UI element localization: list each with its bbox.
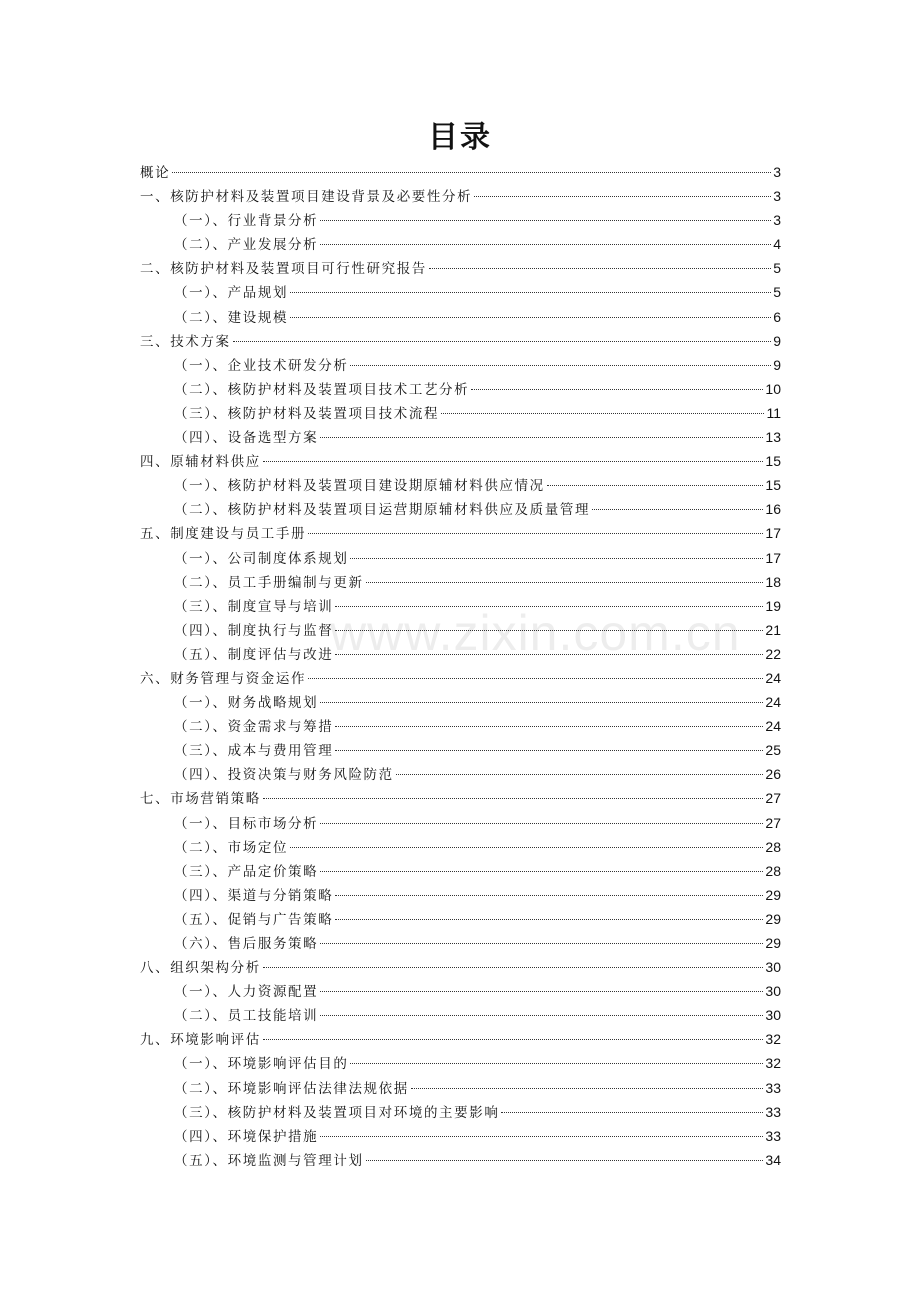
- toc-subsection-entry[interactable]: [140, 690, 781, 714]
- watermark: www.zixin.com.cn: [330, 605, 741, 661]
- toc-entry-label: （一）、行业背景分析: [174, 213, 319, 230]
- toc-subsection-entry[interactable]: [140, 1076, 781, 1100]
- toc-subsection-entry[interactable]: [140, 1003, 781, 1027]
- toc-subsection-entry[interactable]: [140, 353, 781, 377]
- toc-entry-label: （三）、产品定价策略: [174, 863, 319, 880]
- toc-subsection-entry[interactable]: [140, 762, 781, 786]
- dot-leader: [396, 774, 764, 775]
- toc-section-entry[interactable]: [140, 160, 781, 184]
- toc-entry-page-number: 34: [765, 1151, 781, 1168]
- dot-leader: [320, 871, 763, 872]
- toc-entry-label: （一）、公司制度体系规划: [174, 550, 349, 567]
- dot-leader: [547, 485, 764, 486]
- toc-entry-label: （二）、核防护材料及装置项目技术工艺分析: [174, 381, 470, 398]
- toc-subsection-entry[interactable]: [140, 546, 781, 570]
- toc-entry-page-number: 27: [765, 790, 781, 807]
- toc-entry-page-number: 11: [766, 404, 781, 421]
- toc-entry-label: （三）、成本与费用管理: [174, 743, 334, 760]
- dot-leader: [335, 654, 763, 655]
- toc-subsection-entry[interactable]: [140, 618, 781, 642]
- toc-entry-page-number: 33: [765, 1127, 781, 1144]
- toc-entry-label: 概论: [140, 165, 171, 181]
- toc-entry-label: （六）、售后服务策略: [174, 936, 319, 952]
- dot-leader: [366, 1160, 764, 1161]
- toc-subsection-entry[interactable]: [140, 1124, 781, 1148]
- toc-entry-page-number: 3: [773, 212, 781, 229]
- toc-entry-label: （三）、核防护材料及装置项目对环境的主要影响: [174, 1104, 500, 1121]
- toc-section-entry[interactable]: [140, 329, 781, 353]
- toc-entry-page-number: 29: [765, 910, 781, 927]
- toc-entry-label: 九、环境影响评估: [140, 1032, 261, 1049]
- dot-leader: [263, 461, 764, 462]
- toc-entry-label: 七、市场营销策略: [140, 791, 261, 808]
- toc-section-entry[interactable]: [140, 521, 781, 545]
- toc-entry-page-number: 17: [765, 549, 781, 566]
- dot-leader: [320, 1136, 763, 1137]
- dot-leader: [320, 244, 771, 245]
- toc-subsection-entry[interactable]: [140, 714, 781, 738]
- toc-entry-page-number: 29: [765, 886, 781, 903]
- toc-subsection-entry[interactable]: [140, 738, 781, 762]
- dot-leader: [335, 919, 763, 920]
- dot-leader: [320, 991, 763, 992]
- dot-leader: [172, 172, 771, 173]
- dot-leader: [366, 582, 764, 583]
- toc-subsection-entry[interactable]: [140, 907, 781, 931]
- dot-leader: [350, 1063, 763, 1064]
- toc-entry-page-number: 27: [765, 814, 781, 831]
- toc-section-entry[interactable]: [140, 449, 781, 473]
- dot-leader: [308, 678, 763, 679]
- toc-entry-page-number: 4: [773, 236, 781, 253]
- dot-leader: [335, 606, 763, 607]
- toc-subsection-entry[interactable]: [140, 425, 781, 449]
- toc-entry-label: （一）、财务战略规划: [174, 695, 319, 712]
- toc-entry-page-number: 30: [765, 983, 781, 1000]
- dot-leader: [335, 750, 763, 751]
- dot-leader: [429, 268, 771, 269]
- toc-entry-label: （五）、制度评估与改进: [174, 646, 334, 663]
- toc-subsection-entry[interactable]: [140, 1051, 781, 1075]
- toc-entry-label: （三）、制度宣导与培训: [174, 598, 334, 615]
- toc-entry-label: （四）、渠道与分销策略: [174, 887, 334, 904]
- toc-entry-page-number: 32: [765, 1031, 781, 1048]
- toc-entry-label: 五、制度建设与员工手册: [140, 526, 307, 543]
- toc-entry-label: 四、原辅材料供应: [140, 454, 261, 471]
- toc-subsection-entry[interactable]: [140, 377, 781, 401]
- toc-subsection-entry[interactable]: [140, 883, 781, 907]
- dot-leader: [320, 823, 763, 824]
- toc-entry-label: （一）、人力资源配置: [174, 984, 319, 1001]
- toc-entry-label: （二）、市场定位: [174, 839, 289, 856]
- toc-entry-page-number: 5: [773, 284, 781, 301]
- dot-leader: [335, 895, 763, 896]
- toc-subsection-entry[interactable]: [140, 811, 781, 835]
- toc-entry-page-number: 18: [765, 573, 781, 590]
- toc-entry-label: （四）、设备选型方案: [174, 430, 319, 447]
- toc-entry-label: 六、财务管理与资金运作: [140, 670, 307, 687]
- toc-subsection-entry[interactable]: [140, 570, 781, 594]
- toc-entry-page-number: 17: [765, 525, 781, 542]
- toc-subsection-entry[interactable]: [140, 835, 781, 859]
- dot-leader: [263, 967, 764, 968]
- toc-entry-label: 三、技术方案: [140, 333, 231, 350]
- dot-leader: [501, 1112, 763, 1113]
- toc-entry-page-number: 15: [765, 477, 781, 494]
- toc-entry-label: （四）、环境保护措施: [174, 1128, 319, 1145]
- toc-subsection-entry[interactable]: [140, 208, 781, 232]
- dot-leader: [320, 943, 763, 944]
- toc-subsection-entry[interactable]: [140, 401, 781, 425]
- dot-leader: [290, 292, 771, 293]
- dot-leader: [592, 509, 763, 510]
- toc-section-entry[interactable]: [140, 1027, 781, 1051]
- dot-leader: [474, 196, 771, 197]
- toc-entry-page-number: 16: [765, 501, 781, 518]
- toc-entry-label: （二）、建设规模: [174, 309, 289, 326]
- toc-entry-label: （二）、环境影响评估法律法规依据: [174, 1080, 409, 1097]
- toc-subsection-entry[interactable]: [140, 280, 781, 304]
- dot-leader: [320, 437, 763, 438]
- toc-entry-page-number: 15: [765, 453, 781, 470]
- toc-section-entry[interactable]: [140, 786, 781, 810]
- dot-leader: [350, 365, 771, 366]
- table-of-contents: [140, 160, 781, 1172]
- toc-entry-page-number: 24: [765, 718, 781, 735]
- toc-entry-label: （一）、产品规划: [174, 285, 289, 302]
- toc-entry-page-number: 25: [765, 742, 781, 759]
- dot-leader: [441, 413, 764, 414]
- dot-leader: [411, 1088, 764, 1089]
- toc-entry-page-number: 28: [765, 838, 781, 855]
- dot-leader: [320, 702, 763, 703]
- toc-subsection-entry[interactable]: [140, 305, 781, 329]
- toc-subsection-entry[interactable]: [140, 931, 781, 955]
- toc-entry-label: （四）、制度执行与监督: [174, 622, 334, 639]
- toc-entry-label: （二）、员工手册编制与更新: [174, 574, 364, 591]
- toc-entry-page-number: 3: [773, 188, 781, 205]
- dot-leader: [335, 726, 763, 727]
- toc-entry-page-number: 32: [765, 1055, 781, 1072]
- toc-subsection-entry[interactable]: [140, 594, 781, 618]
- toc-entry-page-number: 13: [765, 429, 781, 446]
- toc-entry-page-number: 28: [765, 862, 781, 879]
- toc-entry-page-number: 30: [765, 1007, 781, 1024]
- toc-entry-page-number: 9: [773, 356, 781, 373]
- toc-entry-page-number: 30: [765, 959, 781, 976]
- toc-entry-page-number: 6: [773, 308, 781, 325]
- toc-section-entry[interactable]: [140, 955, 781, 979]
- toc-entry-page-number: 10: [765, 380, 781, 397]
- toc-subsection-entry[interactable]: [140, 232, 781, 256]
- toc-entry-label: 二、核防护材料及装置项目可行性研究报告: [140, 261, 427, 278]
- toc-subsection-entry[interactable]: [140, 473, 781, 497]
- toc-entry-label: 八、组织架构分析: [140, 960, 261, 977]
- dot-leader: [308, 533, 763, 534]
- dot-leader: [320, 220, 771, 221]
- dot-leader: [290, 317, 771, 318]
- toc-entry-label: （二）、产业发展分析: [174, 237, 319, 254]
- dot-leader: [320, 1015, 763, 1016]
- toc-entry-label: （二）、核防护材料及装置项目运营期原辅材料供应及质量管理: [174, 502, 591, 519]
- toc-entry-page-number: 19: [765, 597, 781, 614]
- toc-subsection-entry[interactable]: [140, 1148, 781, 1172]
- toc-entry-label: （五）、促销与广告策略: [174, 911, 334, 928]
- toc-entry-page-number: 5: [773, 260, 781, 277]
- toc-entry-page-number: 21: [765, 621, 781, 638]
- dot-leader: [263, 798, 764, 799]
- toc-section-entry[interactable]: [140, 256, 781, 280]
- toc-entry-label: 一、核防护材料及装置项目建设背景及必要性分析: [140, 189, 473, 206]
- toc-entry-page-number: 26: [765, 766, 781, 783]
- toc-section-entry[interactable]: [140, 666, 781, 690]
- toc-entry-label: （四）、投资决策与财务风险防范: [174, 767, 394, 784]
- dot-leader: [263, 1039, 764, 1040]
- toc-entry-page-number: 29: [765, 935, 781, 951]
- toc-entry-label: （一）、环境影响评估目的: [174, 1056, 349, 1073]
- toc-subsection-entry[interactable]: [140, 979, 781, 1003]
- toc-entry-label: （三）、核防护材料及装置项目技术流程: [174, 405, 440, 422]
- toc-entry-page-number: 9: [773, 332, 781, 349]
- toc-entry-label: （一）、核防护材料及装置项目建设期原辅材料供应情况: [174, 478, 545, 495]
- toc-entry-page-number: 3: [773, 164, 781, 180]
- toc-subsection-entry[interactable]: [140, 642, 781, 666]
- dot-leader: [350, 558, 763, 559]
- toc-entry-label: （二）、资金需求与筹措: [174, 719, 334, 736]
- dot-leader: [335, 630, 763, 631]
- toc-section-entry[interactable]: [140, 184, 781, 208]
- toc-entry-label: （五）、环境监测与管理计划: [174, 1152, 364, 1169]
- toc-entry-label: （一）、目标市场分析: [174, 815, 319, 832]
- dot-leader: [233, 341, 772, 342]
- toc-entry-page-number: 22: [765, 645, 781, 662]
- toc-subsection-entry[interactable]: [140, 497, 781, 521]
- toc-entry-label: （一）、企业技术研发分析: [174, 357, 349, 374]
- dot-leader: [290, 847, 763, 848]
- toc-subsection-entry[interactable]: [140, 859, 781, 883]
- toc-entry-page-number: 24: [765, 694, 781, 711]
- toc-entry-label: （二）、员工技能培训: [174, 1008, 319, 1025]
- toc-entry-page-number: 33: [765, 1079, 781, 1096]
- page-title: 目录: [428, 120, 492, 155]
- toc-entry-page-number: 24: [765, 669, 781, 686]
- toc-subsection-entry[interactable]: [140, 1100, 781, 1124]
- dot-leader: [471, 389, 763, 390]
- toc-entry-page-number: 33: [765, 1103, 781, 1120]
